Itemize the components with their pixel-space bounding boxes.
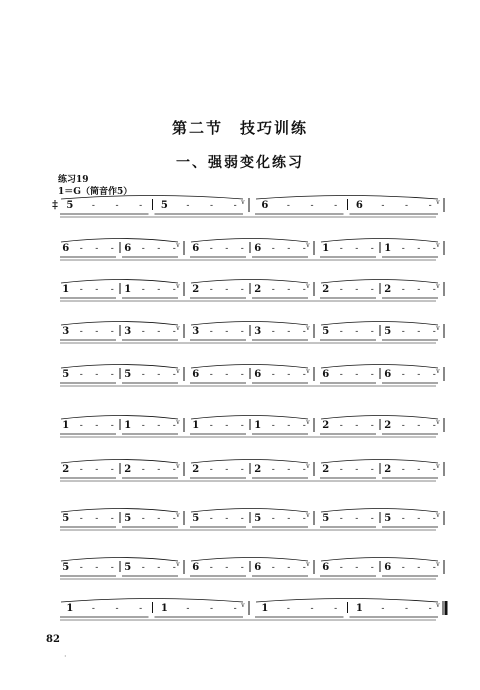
breath-mark: v <box>306 512 310 519</box>
dash-sustain: - <box>240 465 244 475</box>
dash-sustain: - <box>225 285 229 295</box>
dash-sustain: - <box>172 465 176 475</box>
dash-sustain: - <box>209 327 213 337</box>
dash-sustain: - <box>355 514 359 524</box>
slur <box>321 322 438 326</box>
dash-sustain: - <box>225 514 229 524</box>
breath-mark: v <box>436 463 440 470</box>
dash-sustain: - <box>302 370 306 380</box>
dash-sustain: - <box>209 370 213 380</box>
dash-sustain: - <box>209 421 213 431</box>
slur <box>61 416 178 420</box>
note: 6 <box>261 200 269 211</box>
dash-sustain: - <box>225 370 229 380</box>
note: 5 <box>62 562 70 573</box>
dash-sustain: - <box>91 604 95 614</box>
breath-mark: v <box>436 283 440 290</box>
note: 1 <box>355 603 363 614</box>
note: 2 <box>192 284 200 295</box>
breath-mark: v <box>176 325 180 332</box>
dash-sustain: - <box>110 327 114 337</box>
dash-sustain: - <box>355 285 359 295</box>
dash-sustain: - <box>355 421 359 431</box>
dash-sustain: - <box>95 514 99 524</box>
dash-sustain: - <box>287 421 291 431</box>
note: 5 <box>322 513 330 524</box>
dash-sustain: - <box>95 285 99 295</box>
page-number: 82 <box>46 634 60 645</box>
dash-sustain: - <box>157 465 161 475</box>
dash-sustain: - <box>79 465 83 475</box>
dash-sustain: - <box>95 327 99 337</box>
dash-sustain: - <box>432 327 436 337</box>
dash-sustain: - <box>225 563 229 573</box>
dash-sustain: - <box>286 604 290 614</box>
breath-mark: v <box>176 242 180 249</box>
note: 2 <box>384 420 392 431</box>
dash-sustain: - <box>95 563 99 573</box>
dash-sustain: - <box>271 285 275 295</box>
dash-sustain: - <box>417 327 421 337</box>
note: 6 <box>322 562 330 573</box>
dash-sustain: - <box>302 244 306 254</box>
note: 1 <box>322 243 330 254</box>
slur <box>191 365 308 369</box>
dash-sustain: - <box>110 465 114 475</box>
note: 5 <box>124 513 132 524</box>
dash-sustain: - <box>381 604 385 614</box>
dash-sustain: - <box>339 327 343 337</box>
dash-sustain: - <box>172 327 176 337</box>
dash-sustain: - <box>141 421 145 431</box>
dash-sustain: - <box>286 201 290 211</box>
breath-mark: v <box>176 283 180 290</box>
dash-sustain: - <box>287 370 291 380</box>
note: 2 <box>254 284 262 295</box>
dash-sustain: - <box>225 465 229 475</box>
dash-sustain: - <box>141 327 145 337</box>
breath-mark: v <box>436 325 440 332</box>
dash-sustain: - <box>302 514 306 524</box>
dash-sustain: - <box>172 244 176 254</box>
dash-sustain: - <box>401 244 405 254</box>
dash-sustain: - <box>186 604 190 614</box>
breath-mark: v <box>306 368 310 375</box>
slur <box>61 460 178 464</box>
slur <box>191 460 308 464</box>
dash-sustain: - <box>110 514 114 524</box>
dash-sustain: - <box>287 563 291 573</box>
dash-sustain: - <box>428 604 432 614</box>
slur <box>191 322 308 326</box>
note: 5 <box>322 326 330 337</box>
dash-sustain: - <box>339 370 343 380</box>
dash-sustain: - <box>339 421 343 431</box>
dash-sustain: - <box>428 201 432 211</box>
note: 1 <box>62 420 70 431</box>
dash-sustain: - <box>334 201 338 211</box>
dash-sustain: - <box>432 421 436 431</box>
dash-sustain: - <box>370 244 374 254</box>
slur <box>61 558 178 562</box>
breath-mark: v <box>306 325 310 332</box>
dash-sustain: - <box>432 370 436 380</box>
dash-sustain: - <box>209 285 213 295</box>
section-title: 第二节 技巧训练 <box>171 119 308 137</box>
dash-sustain: - <box>139 201 143 211</box>
breath-mark: v <box>176 463 180 470</box>
page-dot: · <box>64 652 67 661</box>
dash-sustain: - <box>141 563 145 573</box>
dash-sustain: - <box>172 285 176 295</box>
dash-sustain: - <box>355 327 359 337</box>
dash-sustain: - <box>141 514 145 524</box>
dash-sustain: - <box>210 604 214 614</box>
note: 5 <box>192 513 200 524</box>
dash-sustain: - <box>355 370 359 380</box>
slur <box>61 365 178 369</box>
breath-mark: v <box>306 463 310 470</box>
note: 5 <box>62 369 70 380</box>
dash-sustain: - <box>339 285 343 295</box>
note: 1 <box>254 420 262 431</box>
dash-sustain: - <box>287 285 291 295</box>
dash-sustain: - <box>310 604 314 614</box>
dash-sustain: - <box>302 465 306 475</box>
dash-sustain: - <box>287 244 291 254</box>
dash-sustain: - <box>209 465 213 475</box>
dash-sustain: - <box>401 370 405 380</box>
dash-sustain: - <box>157 421 161 431</box>
slur <box>321 365 438 369</box>
note: 2 <box>192 464 200 475</box>
note: 2 <box>124 464 132 475</box>
note: 1 <box>160 603 168 614</box>
note: 1 <box>124 284 132 295</box>
note: 6 <box>384 562 392 573</box>
slur <box>321 280 438 284</box>
dash-sustain: - <box>240 244 244 254</box>
note: 3 <box>62 326 70 337</box>
breath-mark: v <box>436 199 440 206</box>
dash-sustain: - <box>240 327 244 337</box>
note: 5 <box>62 513 70 524</box>
breath-mark: v <box>436 419 440 426</box>
note: 3 <box>124 326 132 337</box>
note: 2 <box>62 464 70 475</box>
dash-sustain: - <box>157 327 161 337</box>
slur <box>321 509 438 513</box>
dash-sustain: - <box>115 604 119 614</box>
dash-sustain: - <box>417 514 421 524</box>
note: 1 <box>261 603 269 614</box>
dash-sustain: - <box>110 563 114 573</box>
dash-sustain: - <box>271 514 275 524</box>
dash-sustain: - <box>401 285 405 295</box>
dash-sustain: - <box>287 465 291 475</box>
exercise-label: 练习19 <box>58 175 89 185</box>
slur <box>191 416 308 420</box>
dash-sustain: - <box>405 201 409 211</box>
slur <box>256 196 438 200</box>
dash-sustain: - <box>271 244 275 254</box>
dash-sustain: - <box>95 421 99 431</box>
note: 1 <box>192 420 200 431</box>
key-signature: 1＝G（筒音作5） <box>58 187 133 197</box>
dash-sustain: - <box>417 244 421 254</box>
note: 5 <box>124 562 132 573</box>
dash-sustain: - <box>401 327 405 337</box>
dash-sustain: - <box>381 201 385 211</box>
slur <box>321 460 438 464</box>
dash-sustain: - <box>157 370 161 380</box>
note: 1 <box>124 420 132 431</box>
note: 6 <box>192 562 200 573</box>
dash-sustain: - <box>225 244 229 254</box>
breath-mark: v <box>176 561 180 568</box>
dash-sustain: - <box>339 563 343 573</box>
dash-sustain: - <box>240 563 244 573</box>
dash-sustain: - <box>110 370 114 380</box>
dash-sustain: - <box>417 563 421 573</box>
dash-sustain: - <box>240 370 244 380</box>
slur <box>256 599 438 603</box>
note: 5 <box>384 513 392 524</box>
dash-sustain: - <box>240 285 244 295</box>
sub-title: 一、强弱变化练习 <box>176 155 304 171</box>
dash-sustain: - <box>110 244 114 254</box>
dash-sustain: - <box>302 285 306 295</box>
dash-sustain: - <box>287 514 291 524</box>
dash-sustain: - <box>110 285 114 295</box>
dash-sustain: - <box>157 563 161 573</box>
note: 2 <box>384 464 392 475</box>
dash-sustain: - <box>209 563 213 573</box>
breath-mark: v <box>306 242 310 249</box>
note: 1 <box>62 284 70 295</box>
dash-sustain: - <box>370 421 374 431</box>
note: 3 <box>192 326 200 337</box>
dash-sustain: - <box>401 563 405 573</box>
note: 5 <box>160 200 168 211</box>
dash-sustain: - <box>233 201 237 211</box>
dash-sustain: - <box>209 514 213 524</box>
breath-mark: v <box>436 368 440 375</box>
breath-mark: v <box>306 561 310 568</box>
breath-mark: v <box>306 283 310 290</box>
dash-sustain: - <box>157 514 161 524</box>
dash-sustain: - <box>141 465 145 475</box>
dash-sustain: - <box>240 514 244 524</box>
dash-sustain: - <box>370 563 374 573</box>
dash-sustain: - <box>417 370 421 380</box>
dash-sustain: - <box>172 421 176 431</box>
slur <box>191 239 308 243</box>
dash-sustain: - <box>79 285 83 295</box>
dash-sustain: - <box>95 370 99 380</box>
dash-sustain: - <box>370 327 374 337</box>
slur <box>61 239 178 243</box>
note: 6 <box>355 200 363 211</box>
dash-sustain: - <box>141 285 145 295</box>
dash-sustain: - <box>370 370 374 380</box>
slur <box>61 322 178 326</box>
breath-mark: v <box>241 602 245 609</box>
slur <box>191 558 308 562</box>
slur <box>321 239 438 243</box>
dash-sustain: - <box>139 604 143 614</box>
breath-mark: v <box>176 419 180 426</box>
dash-sustain: - <box>172 370 176 380</box>
note: 6 <box>254 562 262 573</box>
dash-sustain: - <box>302 421 306 431</box>
dash-sustain: - <box>339 514 343 524</box>
dash-sustain: - <box>355 465 359 475</box>
breath-mark: v <box>176 512 180 519</box>
dash-sustain: - <box>233 604 237 614</box>
dash-sustain: - <box>271 465 275 475</box>
note: 5 <box>384 326 392 337</box>
dash-sustain: - <box>339 465 343 475</box>
dash-sustain: - <box>370 514 374 524</box>
dash-sustain: - <box>355 563 359 573</box>
note: 2 <box>384 284 392 295</box>
dash-sustain: - <box>287 327 291 337</box>
dash-sustain: - <box>271 421 275 431</box>
dash-sustain: - <box>225 327 229 337</box>
dash-sustain: - <box>225 421 229 431</box>
dash-sustain: - <box>271 327 275 337</box>
dash-sustain: - <box>157 244 161 254</box>
note: 6 <box>124 243 132 254</box>
dash-sustain: - <box>417 285 421 295</box>
slur <box>61 280 178 284</box>
note: 2 <box>254 464 262 475</box>
note: 6 <box>192 243 200 254</box>
dash-sustain: - <box>79 370 83 380</box>
dash-sustain: - <box>91 201 95 211</box>
note: 6 <box>62 243 70 254</box>
dash-sustain: - <box>240 421 244 431</box>
dash-sustain: - <box>141 244 145 254</box>
slur <box>191 280 308 284</box>
note: 1 <box>66 603 74 614</box>
dash-sustain: - <box>405 604 409 614</box>
breath-mark: v <box>306 419 310 426</box>
dash-sustain: - <box>172 514 176 524</box>
dash-sustain: - <box>95 465 99 475</box>
dash-sustain: - <box>186 201 190 211</box>
note: 6 <box>192 369 200 380</box>
dash-sustain: - <box>339 244 343 254</box>
dash-sustain: - <box>370 465 374 475</box>
dash-sustain: - <box>209 244 213 254</box>
note: 2 <box>322 284 330 295</box>
dash-sustain: - <box>355 244 359 254</box>
dash-sustain: - <box>79 421 83 431</box>
note: 6 <box>254 243 262 254</box>
dash-sustain: - <box>310 201 314 211</box>
clef-mark: ‡ <box>52 198 58 211</box>
dash-sustain: - <box>370 285 374 295</box>
note: 6 <box>322 369 330 380</box>
dash-sustain: - <box>157 285 161 295</box>
dash-sustain: - <box>141 370 145 380</box>
breath-mark: v <box>176 368 180 375</box>
dash-sustain: - <box>417 465 421 475</box>
dash-sustain: - <box>79 563 83 573</box>
slur <box>321 558 438 562</box>
note: 5 <box>254 513 262 524</box>
dash-sustain: - <box>110 421 114 431</box>
slur <box>61 509 178 513</box>
dash-sustain: - <box>417 421 421 431</box>
note: 2 <box>322 420 330 431</box>
dash-sustain: - <box>79 514 83 524</box>
breath-mark: v <box>241 199 245 206</box>
dash-sustain: - <box>432 563 436 573</box>
breath-mark: v <box>436 602 440 609</box>
note: 5 <box>124 369 132 380</box>
dash-sustain: - <box>432 244 436 254</box>
dash-sustain: - <box>79 327 83 337</box>
note: 2 <box>322 464 330 475</box>
dash-sustain: - <box>271 563 275 573</box>
dash-sustain: - <box>115 201 119 211</box>
dash-sustain: - <box>432 514 436 524</box>
breath-mark: v <box>436 512 440 519</box>
dash-sustain: - <box>432 285 436 295</box>
slur <box>191 509 308 513</box>
dash-sustain: - <box>401 465 405 475</box>
dash-sustain: - <box>432 465 436 475</box>
dash-sustain: - <box>79 244 83 254</box>
breath-mark: v <box>436 242 440 249</box>
note: 1 <box>384 243 392 254</box>
breath-mark: v <box>436 561 440 568</box>
note: 6 <box>384 369 392 380</box>
note: 6 <box>254 369 262 380</box>
note: 5 <box>66 200 74 211</box>
slur <box>61 196 243 200</box>
dash-sustain: - <box>302 327 306 337</box>
dash-sustain: - <box>95 244 99 254</box>
dash-sustain: - <box>334 604 338 614</box>
dash-sustain: - <box>271 370 275 380</box>
slur <box>61 599 243 603</box>
dash-sustain: - <box>210 201 214 211</box>
note: 3 <box>254 326 262 337</box>
dash-sustain: - <box>302 563 306 573</box>
dash-sustain: - <box>401 514 405 524</box>
dash-sustain: - <box>172 563 176 573</box>
slur <box>321 416 438 420</box>
dash-sustain: - <box>401 421 405 431</box>
